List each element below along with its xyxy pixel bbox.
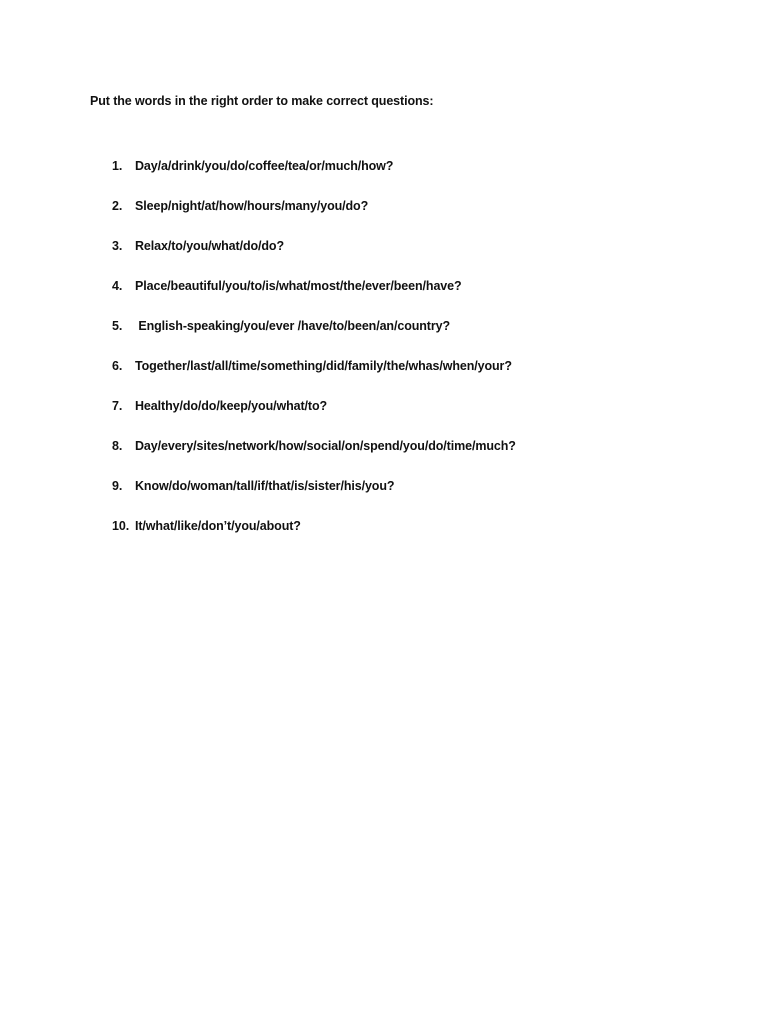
question-text: Know/do/woman/tall/if/that/is/sister/his/you? xyxy=(135,479,395,493)
question-item xyxy=(0,279,768,319)
question-text: Day/every/sites/network/how/social/on/spend/you/do/time/much? xyxy=(135,439,516,453)
question-text: Relax/to/you/what/do/do? xyxy=(135,239,284,253)
question-text: Sleep/night/at/how/hours/many/you/do? xyxy=(135,199,369,213)
instruction-text: Put the words in the right order to make correct questions: xyxy=(90,94,434,108)
question-text: English-speaking/you/ever /have/to/been/an/country? xyxy=(135,319,451,333)
question-item xyxy=(0,199,768,239)
question-number: 9. xyxy=(112,479,123,493)
question-text: It/what/like/don’t/you/about? xyxy=(135,519,301,533)
question-item xyxy=(0,479,768,519)
question-item xyxy=(0,359,768,399)
question-item xyxy=(0,519,768,559)
question-list xyxy=(0,159,768,559)
question-item xyxy=(0,439,768,479)
question-number: 3. xyxy=(112,239,123,253)
question-number: 8. xyxy=(112,439,123,453)
question-number: 6. xyxy=(112,359,123,373)
question-item xyxy=(0,239,768,279)
question-number: 1. xyxy=(112,159,123,173)
question-text: Day/a/drink/you/do/coffee/tea/or/much/how? xyxy=(135,159,394,173)
question-number: 2. xyxy=(112,199,123,213)
question-number: 10. xyxy=(112,519,130,533)
question-text: Place/beautiful/you/to/is/what/most/the/ever/been/have? xyxy=(135,279,462,293)
question-item xyxy=(0,319,768,359)
question-text: Healthy/do/do/keep/you/what/to? xyxy=(135,399,328,413)
question-number: 4. xyxy=(112,279,123,293)
question-number: 7. xyxy=(112,399,123,413)
question-number: 5. xyxy=(112,319,123,333)
question-text: Together/last/all/time/something/did/family/the/whas/when/your? xyxy=(135,359,512,373)
question-item xyxy=(0,159,768,199)
question-item xyxy=(0,399,768,439)
